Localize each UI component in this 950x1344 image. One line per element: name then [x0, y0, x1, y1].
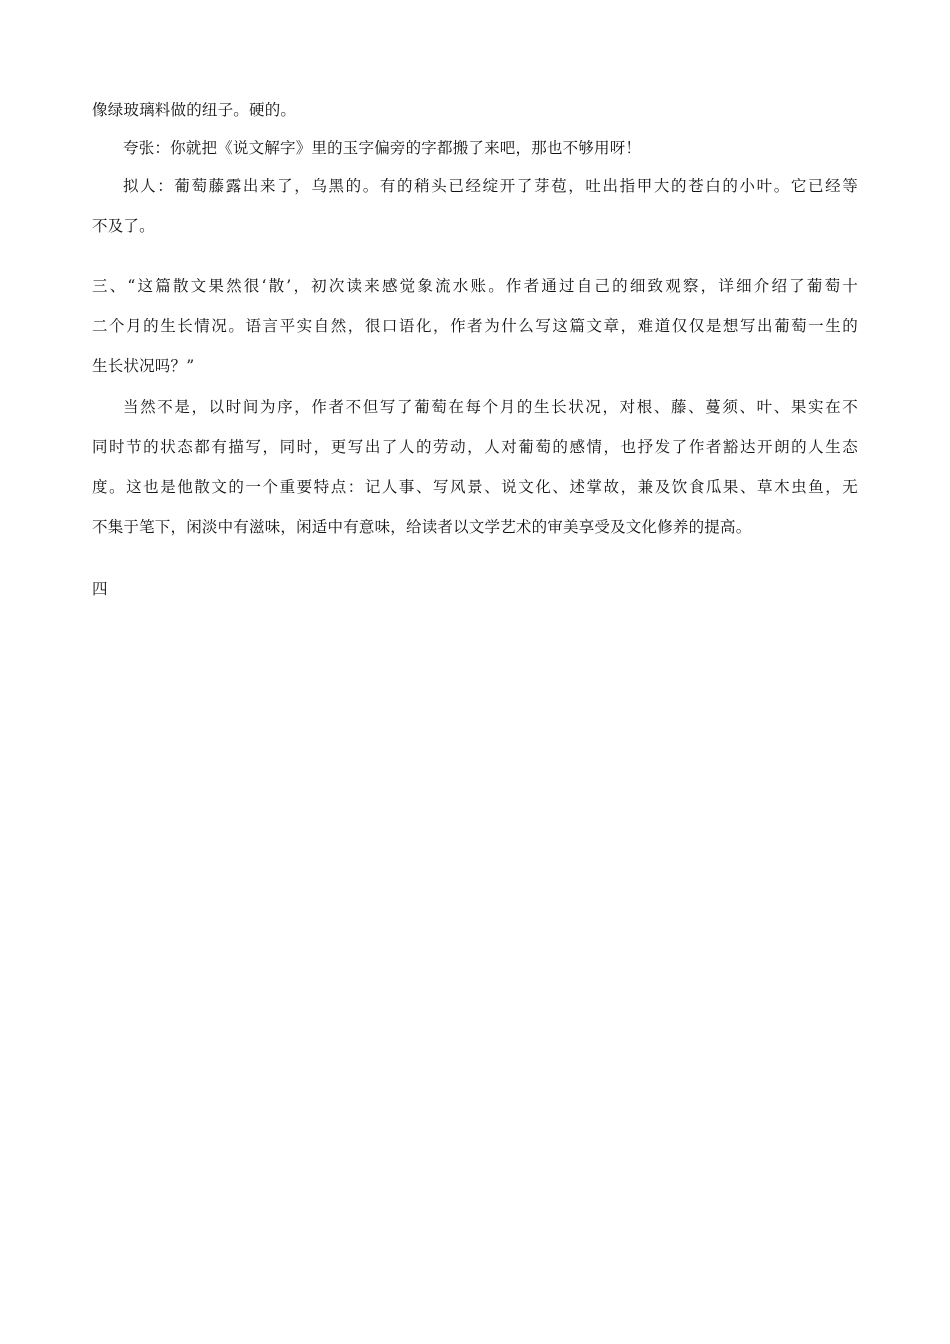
text-line-8: 当然不是，以时间为序，作者不但写了葡萄在每个月的生长状况，对根、藤、蔓须、叶、果实在不: [123, 398, 858, 416]
text-line-2: 夸张：你就把《说文解字》里的玉字偏旁的字都搬了来吧，那也不够用呀！: [123, 139, 642, 157]
text-line-4: 不及了。: [92, 217, 155, 235]
text-line-10: 度。这也是他散文的一个重要特点：记人事、写风景、说文化、述掌故，兼及饮食瓜果、草木虫鱼，无: [92, 478, 858, 496]
text-line-7: 生长状况吗？”: [92, 357, 195, 375]
text-line-9: 同时节的状态都有描写，同时，更写出了人的劳动，人对葡萄的感情，也抒发了作者豁达开朗的人生态: [92, 438, 858, 456]
text-line-6: 二个月的生长情况。语言平实自然，很口语化，作者为什么写这篇文章，难道仅仅是想写出葡萄一生的: [92, 317, 858, 335]
text-line-3: 拟人：葡萄藤露出来了，乌黑的。有的稍头已经绽开了芽苞，吐出指甲大的苍白的小叶。它已经等: [123, 177, 858, 195]
text-line-5: 三、“这篇散文果然很‘散’，初次读来感觉象流水账。作者通过自己的细致观察，详细介绍了葡萄十: [92, 277, 858, 295]
text-line-12: 四: [92, 580, 108, 598]
text-line-11: 不集于笔下，闲淡中有滋味，闲适中有意味，给读者以文学艺术的审美享受及文化修养的提高。: [92, 518, 752, 536]
text-line-1: 像绿玻璃料做的纽子。硬的。: [92, 101, 297, 119]
